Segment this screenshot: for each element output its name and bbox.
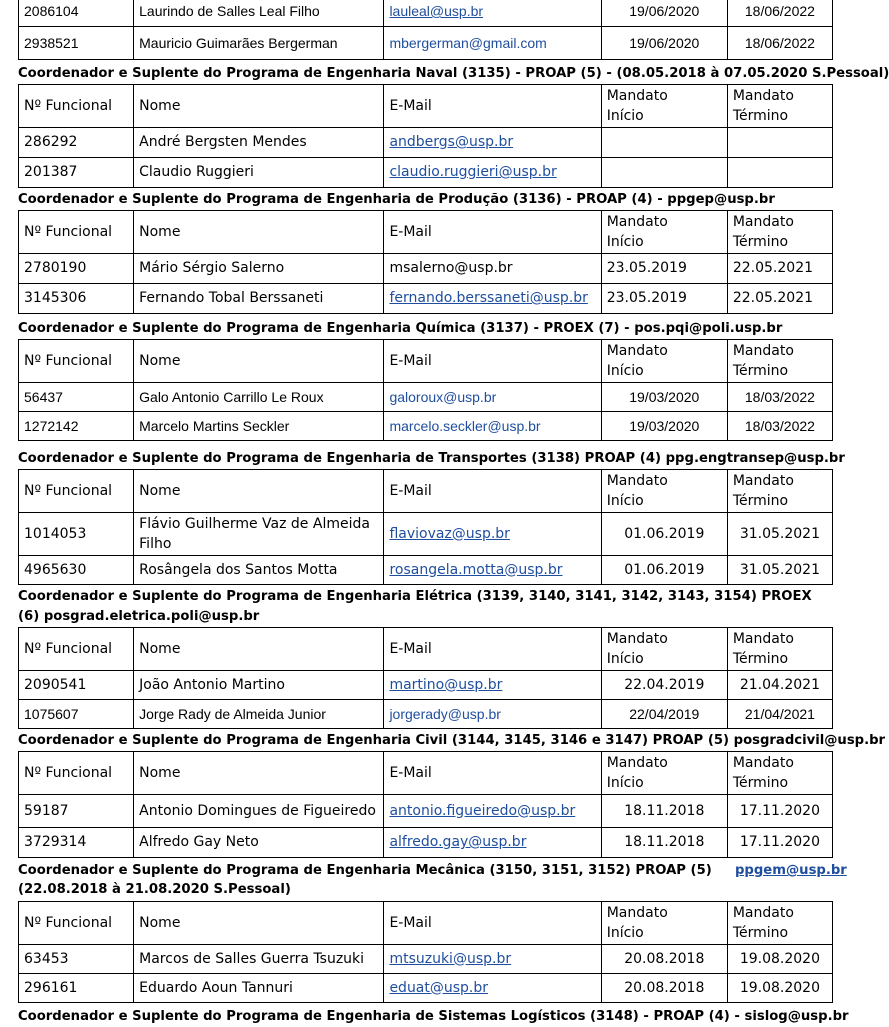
email-link[interactable]: claudio.ruggieri@usp.br bbox=[389, 164, 557, 180]
header-end: Mandato Término bbox=[727, 211, 832, 254]
name-cell: Antonio Domingues de Figueiredo bbox=[134, 795, 384, 828]
start-cell: 23.05.2019 bbox=[601, 254, 727, 284]
funcional-cell: 63453 bbox=[19, 945, 134, 974]
start-cell: 19/03/2020 bbox=[601, 412, 727, 441]
table-row bbox=[19, 412, 833, 441]
header-end: Mandato Término bbox=[727, 470, 832, 513]
header-name: Nome bbox=[134, 340, 384, 383]
header-end: Mandato Término bbox=[727, 85, 832, 128]
name-cell: Galo Antonio Carrillo Le Roux bbox=[134, 383, 384, 412]
header-email: E-Mail bbox=[384, 752, 601, 795]
name-cell: Mário Sérgio Salerno bbox=[134, 254, 384, 284]
funcional-cell: 1014053 bbox=[19, 513, 134, 556]
header-name: Nome bbox=[134, 628, 384, 671]
table-header-row bbox=[19, 902, 833, 945]
eletrica-table bbox=[18, 627, 833, 729]
header-name: Nome bbox=[134, 902, 384, 945]
start-cell: 01.06.2019 bbox=[601, 556, 727, 585]
header-funcional: Nº Funcional bbox=[19, 902, 134, 945]
table-row bbox=[19, 700, 833, 729]
start-cell: 01.06.2019 bbox=[601, 513, 727, 556]
header-end: Mandato Término bbox=[727, 752, 832, 795]
header-end: Mandato Término bbox=[727, 628, 832, 671]
funcional-cell: 2090541 bbox=[19, 671, 134, 700]
transportes-table bbox=[18, 469, 833, 585]
header-name: Nome bbox=[134, 85, 384, 128]
funcional-cell: 2086104 bbox=[19, 0, 134, 27]
section-heading-mecanica bbox=[18, 861, 847, 881]
naval-table bbox=[18, 84, 833, 188]
start-cell: 18.11.2018 bbox=[601, 795, 727, 828]
name-cell: Marcos de Salles Guerra Tsuzuki bbox=[134, 945, 384, 974]
name-cell: Alfredo Gay Neto bbox=[134, 828, 384, 858]
table-row bbox=[19, 974, 833, 1003]
mecanica-title: Coordenador e Suplente do Programa de Engenharia Mecânica (3150, 3151, 3152) PROAP (5) bbox=[18, 863, 712, 878]
email-link[interactable]: eduat@usp.br bbox=[389, 979, 489, 996]
top-table bbox=[18, 0, 833, 60]
section-heading-naval: Coordenador e Suplente do Programa de Engenharia Naval (3135) - PROAP (5) - (08.05.2018 à 07.05.2020 S.Pessoal) bbox=[18, 66, 889, 81]
name-cell: Jorge Rady de Almeida Junior bbox=[134, 700, 384, 729]
section-heading-quimica: Coordenador e Suplente do Programa de Engenharia Química (3137) - PROEX (7) - pos.pqi@poli.usp.br bbox=[18, 321, 783, 336]
header-name: Nome bbox=[134, 211, 384, 254]
header-start: Mandato Início bbox=[601, 211, 727, 254]
header-end: Mandato Término bbox=[727, 340, 832, 383]
table-row bbox=[19, 945, 833, 974]
table-header-row bbox=[19, 752, 833, 795]
end-cell: 22.05.2021 bbox=[727, 284, 832, 314]
start-cell: 22.04.2019 bbox=[601, 671, 727, 700]
end-cell: 19.08.2020 bbox=[727, 945, 832, 974]
funcional-cell: 1075607 bbox=[19, 700, 134, 729]
email-link[interactable]: flaviovaz@usp.br bbox=[389, 525, 510, 542]
section-heading-transportes: Coordenador e Suplente do Programa de Engenharia de Transportes (3138) PROAP (4) ppg.engtransep@usp.br bbox=[18, 451, 845, 466]
table-header-row bbox=[19, 211, 833, 254]
header-email: E-Mail bbox=[384, 628, 601, 671]
table-header-row bbox=[19, 470, 833, 513]
header-funcional: Nº Funcional bbox=[19, 211, 134, 254]
name-cell: João Antonio Martino bbox=[134, 671, 384, 700]
funcional-cell: 59187 bbox=[19, 795, 134, 828]
header-start: Mandato Início bbox=[601, 902, 727, 945]
header-name: Nome bbox=[134, 752, 384, 795]
email-link[interactable]: fernando.berssaneti@usp.br bbox=[389, 290, 588, 306]
table-row bbox=[19, 828, 833, 858]
funcional-cell: 286292 bbox=[19, 128, 134, 158]
funcional-cell: 296161 bbox=[19, 974, 134, 1003]
section-heading-producao: Coordenador e Suplente do Programa de Engenharia de Produção (3136) - PROAP (4) - ppgep@usp.br bbox=[18, 192, 775, 207]
end-cell: 31.05.2021 bbox=[727, 556, 832, 585]
start-cell bbox=[601, 158, 727, 188]
table-row bbox=[19, 383, 833, 412]
start-cell: 19/03/2020 bbox=[601, 383, 727, 412]
header-email: E-Mail bbox=[384, 470, 601, 513]
table-row bbox=[19, 671, 833, 700]
header-start: Mandato Início bbox=[601, 752, 727, 795]
table-header-row bbox=[19, 340, 833, 383]
producao-table bbox=[18, 210, 833, 314]
email-link[interactable]: mtsuzuki@usp.br bbox=[389, 950, 512, 967]
section-subheading-mecanica: (22.08.2018 à 21.08.2020 S.Pessoal) bbox=[18, 882, 291, 897]
header-funcional: Nº Funcional bbox=[19, 628, 134, 671]
end-cell: 17.11.2020 bbox=[727, 828, 832, 858]
end-cell: 21.04.2021 bbox=[727, 671, 832, 700]
end-cell bbox=[727, 128, 832, 158]
name-cell: Flávio Guilherme Vaz de Almeida Filho bbox=[134, 513, 384, 556]
mecanica-email-link[interactable]: ppgem@usp.br bbox=[734, 863, 847, 878]
header-funcional: Nº Funcional bbox=[19, 85, 134, 128]
header-email: E-Mail bbox=[384, 902, 601, 945]
table-row bbox=[19, 795, 833, 828]
header-start: Mandato Início bbox=[601, 340, 727, 383]
header-email: E-Mail bbox=[384, 211, 601, 254]
quimica-table bbox=[18, 339, 833, 441]
end-cell: 31.05.2021 bbox=[727, 513, 832, 556]
name-cell: Laurindo de Salles Leal Filho bbox=[134, 0, 384, 27]
end-cell: 22.05.2021 bbox=[727, 254, 832, 284]
civil-table bbox=[18, 751, 833, 858]
funcional-cell: 201387 bbox=[19, 158, 134, 188]
end-cell: 18/03/2022 bbox=[727, 383, 832, 412]
header-funcional: Nº Funcional bbox=[19, 470, 134, 513]
table-row bbox=[19, 284, 833, 314]
header-funcional: Nº Funcional bbox=[19, 752, 134, 795]
email-link[interactable]: mbergerman@gmail.com bbox=[389, 34, 547, 51]
funcional-cell: 3145306 bbox=[19, 284, 134, 314]
table-row bbox=[19, 556, 833, 585]
table-row bbox=[19, 27, 833, 60]
start-cell: 20.08.2018 bbox=[601, 974, 727, 1003]
start-cell: 22/04/2019 bbox=[601, 700, 727, 729]
start-cell: 23.05.2019 bbox=[601, 284, 727, 314]
table-row bbox=[19, 158, 833, 188]
table-header-row bbox=[19, 85, 833, 128]
header-end: Mandato Término bbox=[727, 902, 832, 945]
start-cell: 19/06/2020 bbox=[601, 27, 727, 60]
end-cell bbox=[727, 158, 832, 188]
header-name: Nome bbox=[134, 470, 384, 513]
header-email: E-Mail bbox=[384, 85, 601, 128]
email-link[interactable]: marcelo.seckler@usp.br bbox=[389, 417, 541, 434]
table-row bbox=[19, 513, 833, 556]
start-cell bbox=[601, 128, 727, 158]
name-cell: Claudio Ruggieri bbox=[134, 158, 384, 188]
name-cell: André Bergsten Mendes bbox=[134, 128, 384, 158]
start-cell: 19/06/2020 bbox=[601, 0, 727, 27]
table-row bbox=[19, 254, 833, 284]
end-cell: 19.08.2020 bbox=[727, 974, 832, 1003]
end-cell: 21/04/2021 bbox=[727, 700, 832, 729]
table-row bbox=[19, 128, 833, 158]
name-cell: Rosângela dos Santos Motta bbox=[134, 556, 384, 585]
header-start: Mandato Início bbox=[601, 85, 727, 128]
email-link[interactable]: martino@usp.br bbox=[389, 676, 503, 693]
section-heading-logisticos: Coordenador e Suplente do Programa de Engenharia de Sistemas Logísticos (3148) - PROAP (4) - sislog@usp.br bbox=[18, 1009, 849, 1024]
funcional-cell: 2938521 bbox=[19, 27, 134, 60]
funcional-cell: 1272142 bbox=[19, 412, 134, 441]
funcional-cell: 56437 bbox=[19, 383, 134, 412]
header-email: E-Mail bbox=[384, 340, 601, 383]
end-cell: 17.11.2020 bbox=[727, 795, 832, 828]
email-link[interactable]: antonio.figueiredo@usp.br bbox=[389, 802, 576, 819]
section-heading-civil: Coordenador e Suplente do Programa de Engenharia Civil (3144, 3145, 3146 e 3147) PROAP (5) posgradcivil@usp.br bbox=[18, 733, 886, 748]
email-link[interactable]: lauleal@usp.br bbox=[389, 3, 484, 19]
email-link[interactable]: alfredo.gay@usp.br bbox=[389, 834, 527, 850]
funcional-cell: 4965630 bbox=[19, 556, 134, 585]
start-cell: 20.08.2018 bbox=[601, 945, 727, 974]
email-link[interactable]: galoroux@usp.br bbox=[389, 388, 497, 405]
name-cell: Mauricio Guimarães Bergerman bbox=[134, 27, 384, 60]
email-link[interactable]: andbergs@usp.br bbox=[389, 134, 514, 150]
name-cell: Eduardo Aoun Tannuri bbox=[134, 974, 384, 1003]
start-cell: 18.11.2018 bbox=[601, 828, 727, 858]
funcional-cell: 2780190 bbox=[19, 254, 134, 284]
email-link[interactable]: rosangela.motta@usp.br bbox=[389, 561, 563, 578]
section-heading-eletrica: Coordenador e Suplente do Programa de Engenharia Elétrica (3139, 3140, 3141, 3142, 3143, 3154) PROEX (6) posgrad.eletrica.poli@usp.br bbox=[18, 589, 812, 624]
table-header-row bbox=[19, 628, 833, 671]
table-row bbox=[19, 0, 833, 27]
name-cell: Marcelo Martins Seckler bbox=[134, 412, 384, 441]
mecanica-table bbox=[18, 901, 833, 1003]
end-cell: 18/03/2022 bbox=[727, 412, 832, 441]
end-cell: 18/06/2022 bbox=[727, 0, 832, 27]
header-start: Mandato Início bbox=[601, 628, 727, 671]
end-cell: 18/06/2022 bbox=[727, 27, 832, 60]
header-funcional: Nº Funcional bbox=[19, 340, 134, 383]
name-cell: Fernando Tobal Berssaneti bbox=[134, 284, 384, 314]
email-link[interactable]: jorgerady@usp.br bbox=[389, 705, 501, 722]
email-text: msalerno@usp.br bbox=[389, 260, 513, 276]
funcional-cell: 3729314 bbox=[19, 828, 134, 858]
header-start: Mandato Início bbox=[601, 470, 727, 513]
